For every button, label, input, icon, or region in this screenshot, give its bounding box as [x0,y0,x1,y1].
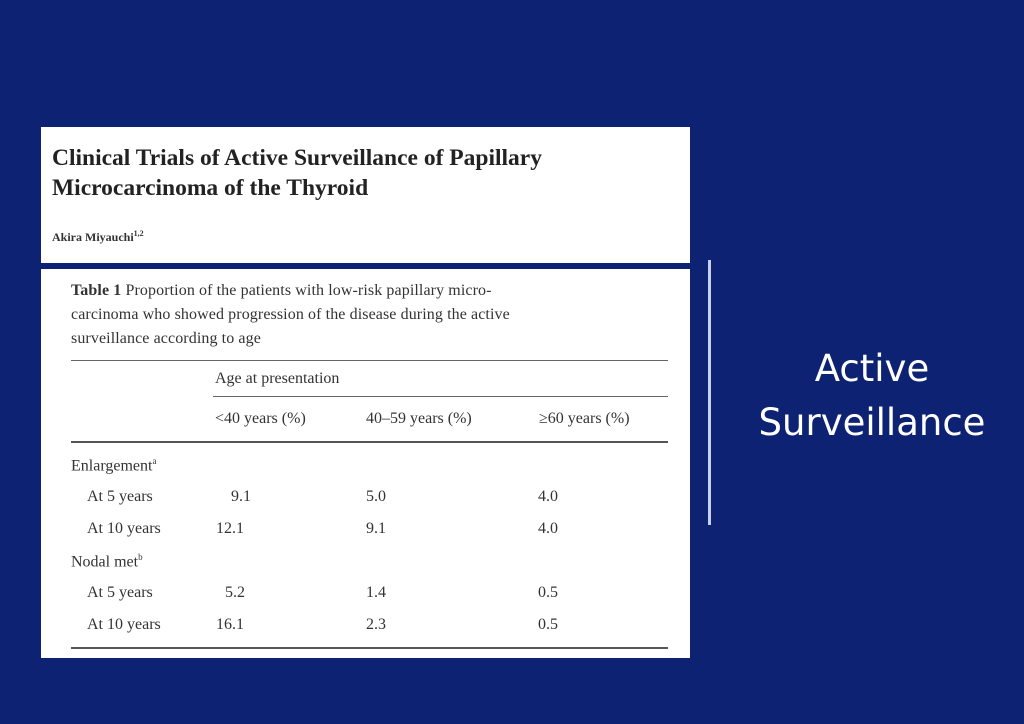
table-panel [41,269,690,658]
cell-value: 4.0 [538,520,558,537]
caption-label: Table 1 [71,282,122,299]
column-header-under-40: <40 years (%) [215,410,306,427]
cell-value: 16.1 [216,616,244,633]
row-label: At 10 years [87,520,161,537]
vertical-divider [708,260,711,525]
slide-title-line-2: Surveillance [758,401,986,444]
column-header-rule [71,441,668,443]
paper-title-line-2: Microcarcinoma of the Thyroid [52,175,369,201]
section-label: Nodal met$^b$ [71,552,143,571]
caption-line-2: carcinoma who showed progression of the disease during the active [71,306,510,323]
caption-line-3: surveillance according to age [71,330,261,347]
table-bottom-rule [71,647,668,649]
table-top-rule [71,360,668,361]
cell-value: 5.0 [366,488,386,505]
cell-value: 0.5 [538,616,558,633]
cell-value: 2.3 [366,616,386,633]
cell-value: 4.0 [538,488,558,505]
cell-value: 5.2 [225,584,245,601]
paper-author [52,229,680,245]
cell-value: 1.4 [366,584,386,601]
cell-value: 0.5 [538,584,558,601]
row-label: At 5 years [87,584,153,601]
group-header-rule [213,396,668,397]
caption-line-1: Proportion of the patients with low-risk papillary micro- [125,282,492,299]
row-label: At 5 years [87,488,153,505]
slide-title-line-1: Active [814,347,930,390]
column-header-40-59: 40–59 years (%) [366,410,472,427]
group-header: Age at presentation [215,370,340,387]
section-label: Enlargement$^a$ [71,456,157,475]
cell-value: 9.1 [231,488,251,505]
cell-value: 12.1 [216,520,244,537]
slide-title [740,342,1004,450]
paper-header [41,127,690,263]
paper-title [52,143,680,203]
author-name: Akira Miyauchi [52,230,134,244]
author-affiliation: 1,2 [133,229,144,238]
table-caption [71,279,666,351]
paper-title-line-1: Clinical Trials of Active Surveillance of Papillary [52,145,542,171]
cell-value: 9.1 [366,520,386,537]
row-label: At 10 years [87,616,161,633]
column-header-60-plus: ≥60 years (%) [539,410,630,427]
